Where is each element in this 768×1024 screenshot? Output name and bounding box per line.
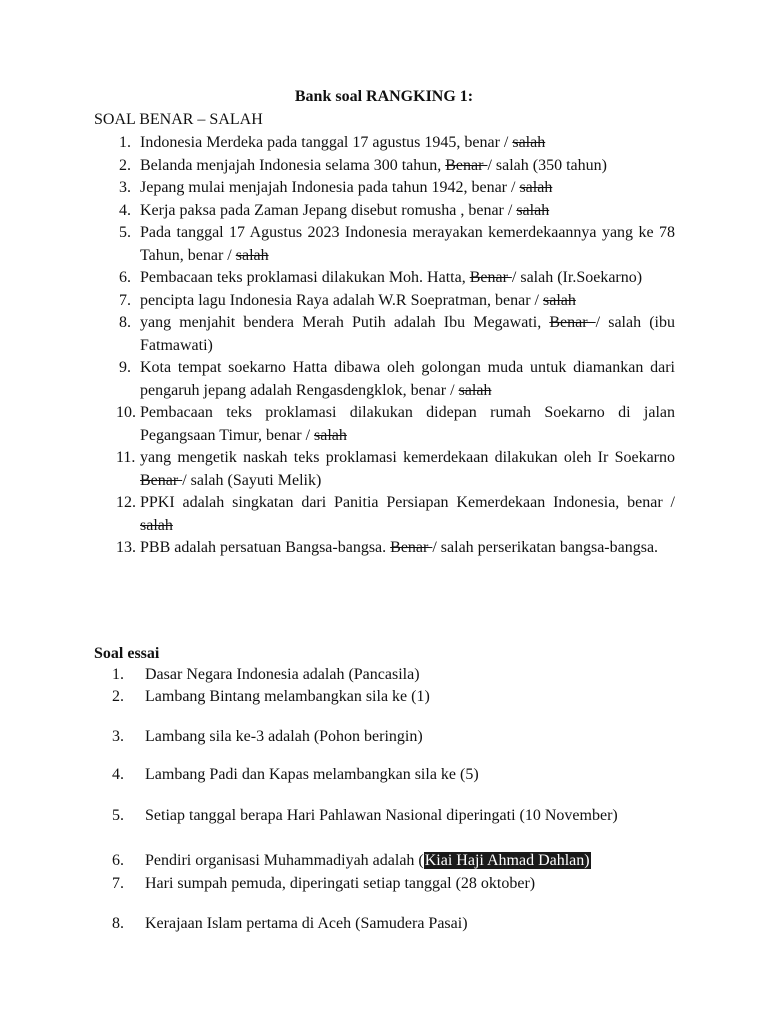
struck-answer: Benar — [390, 539, 433, 556]
document-title: Bank soal RANGKING 1: — [294, 88, 474, 105]
essay-question: Setiap tanggal berapa Hari Pahlawan Nasional diperingati (10 November) — [145, 807, 618, 824]
item-statement: Jepang mulai menjajah Indonesia pada tahun 1942, benar / — [140, 179, 520, 196]
section-essay-heading: Soal essai — [94, 645, 160, 662]
essay-question: Hari sumpah pemuda, diperingati setiap tanggal (28 oktober) — [145, 875, 536, 892]
item-number: 5. — [112, 807, 124, 824]
essay-item — [94, 850, 675, 873]
item-answer: / salah perserikatan bangsa-bangsa. — [432, 539, 659, 556]
essay-question: Lambang Bintang melambangkan sila ke (1) — [145, 688, 430, 705]
true-false-list — [94, 132, 675, 560]
item-statement: Indonesia Merdeka pada tanggal 17 agustus 1945, benar / — [140, 134, 513, 151]
true-false-item — [94, 492, 675, 537]
true-false-item — [94, 402, 675, 447]
true-false-item — [94, 155, 675, 178]
struck-answer: salah — [512, 134, 546, 151]
highlighted-answer: Kiai Haji Ahmad Dahlan) — [424, 852, 590, 869]
item-number: 10. — [116, 404, 136, 421]
essay-item — [94, 805, 675, 828]
item-number: 5. — [119, 224, 131, 241]
item-statement: Pada tanggal 17 Agustus 2023 Indonesia merayakan kemerdekaannya yang ke 78 Tahun, benar / — [140, 224, 675, 264]
struck-answer: Benar — [549, 314, 596, 331]
item-number: 7. — [119, 291, 131, 309]
struck-answer: salah — [542, 291, 576, 309]
item-number: 2. — [119, 156, 131, 174]
item-statement: PPKI adalah singkatan dari Panitia Persiapan Kemerdekaan Indonesia, benar / — [140, 494, 675, 511]
item-number: 6. — [119, 269, 131, 286]
essay-item — [94, 873, 675, 896]
section-true-false-heading: SOAL BENAR – SALAH — [94, 111, 263, 128]
item-statement: Pembacaan teks proklamasi dilakukan didepan rumah Soekarno di jalan Pegangsaan Timur, benar / — [140, 404, 675, 444]
item-number: 11. — [116, 449, 136, 466]
struck-answer: salah — [516, 201, 550, 219]
essay-question: Kerajaan Islam pertama di Aceh (Samudera Pasai) — [145, 915, 468, 932]
struck-answer: salah — [140, 516, 173, 534]
item-statement: Pembacaan teks proklamasi dilakukan Moh. Hatta, — [140, 269, 470, 286]
essay-item — [94, 686, 675, 709]
struck-answer: salah — [519, 179, 553, 196]
item-number: 2. — [112, 688, 124, 705]
item-number: 1. — [119, 134, 131, 151]
essay-item — [94, 913, 675, 936]
struck-answer: Benar — [469, 269, 512, 286]
essay-question: Pendiri organisasi Muhammadiyah adalah ( — [145, 852, 424, 869]
item-statement: pencipta lagu Indonesia Raya adalah W.R Soepratman, benar / — [140, 291, 543, 309]
item-statement: Kota tempat soekarno Hatta dibawa oleh golongan muda untuk diamankan dari pengaruh jepang adalah Rengasdengklok, benar / — [140, 359, 675, 399]
essay-item — [94, 726, 675, 749]
true-false-item — [94, 357, 675, 402]
item-statement: Belanda menjajah Indonesia selama 300 tahun, — [140, 156, 446, 174]
item-statement: Kerja paksa pada Zaman Jepang disebut romusha , benar / — [140, 201, 517, 219]
item-answer: / salah (Sayuti Melik) — [182, 471, 322, 489]
struck-answer: salah — [235, 246, 269, 264]
true-false-item — [94, 312, 675, 357]
true-false-item — [94, 200, 675, 223]
true-false-item — [94, 447, 675, 492]
essay-question: Lambang sila ke-3 adalah (Pohon beringin) — [145, 728, 423, 745]
true-false-item — [94, 267, 675, 290]
item-number: 3. — [112, 728, 124, 745]
item-statement: yang menjahit bendera Merah Putih adalah Ibu Megawati, — [140, 314, 550, 331]
item-number: 7. — [112, 875, 124, 892]
item-number: 3. — [119, 179, 131, 196]
item-statement: PBB adalah persatuan Bangsa-bangsa. — [140, 539, 391, 556]
true-false-item — [94, 290, 675, 313]
true-false-item — [94, 132, 675, 155]
item-number: 8. — [112, 915, 124, 932]
true-false-item — [94, 177, 675, 200]
struck-answer: Benar — [140, 471, 183, 489]
essay-item — [94, 664, 675, 687]
item-number: 4. — [119, 201, 131, 219]
item-number: 6. — [112, 852, 124, 869]
item-statement: yang mengetik naskah teks proklamasi kemerdekaan dilakukan oleh Ir Soekarno — [140, 449, 675, 466]
item-number: 1. — [112, 666, 124, 683]
item-number: 8. — [119, 314, 131, 331]
essay-question: Lambang Padi dan Kapas melambangkan sila ke (5) — [145, 766, 479, 783]
true-false-item — [94, 222, 675, 267]
item-number: 4. — [112, 766, 124, 783]
essay-item — [94, 764, 675, 787]
item-number: 9. — [119, 359, 131, 376]
essay-question: Dasar Negara Indonesia adalah (Pancasila) — [145, 666, 420, 683]
item-answer: / salah (ibu Fatmawati) — [140, 314, 675, 354]
true-false-item — [94, 537, 675, 560]
item-answer: / salah (Ir.Soekarno) — [511, 269, 643, 286]
item-answer: / salah (350 tahun) — [487, 156, 607, 174]
item-number: 12. — [116, 494, 136, 511]
struck-answer: salah — [458, 381, 492, 399]
struck-answer: salah — [314, 426, 347, 444]
item-number: 13. — [116, 539, 136, 556]
struck-answer: Benar — [445, 156, 488, 174]
